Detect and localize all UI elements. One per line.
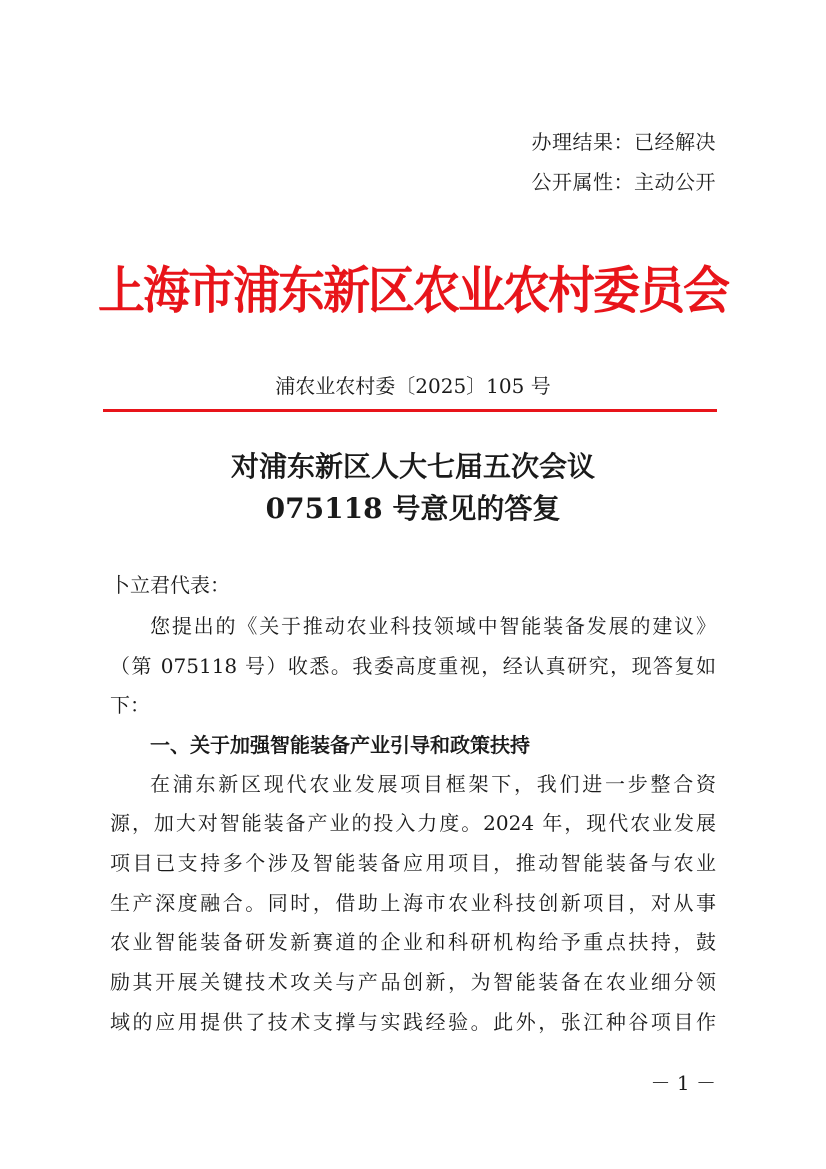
salutation: 卜立君代表： <box>110 573 230 597</box>
reply-title-line-2: 075118 号意见的答复 <box>265 492 561 525</box>
handling-result: 办理结果：已经解决 <box>531 130 716 154</box>
section-1-line: 在浦东新区现代农业发展项目框架下，我们进一步整合资 <box>150 772 716 796</box>
section-1-line: 源，加大对智能装备产业的投入力度。2024 年，现代农业发展 <box>110 811 716 835</box>
reply-title-line-1: 对浦东新区人大七届五次会议 <box>230 450 595 483</box>
document-number: 浦农业农村委〔2025〕105 号 <box>275 374 551 398</box>
section-1-line: 励其开展关键技术攻关与产品创新，为智能装备在农业细分领 <box>110 970 716 994</box>
page-number: － 1 － <box>650 1071 716 1095</box>
intro-line-3: 下： <box>110 693 150 717</box>
section-1-line: 项目已支持多个涉及智能装备应用项目，推动智能装备与农业 <box>110 851 716 875</box>
section-1-line: 域的应用提供了技术支撑与实践经验。此外，张江种谷项目作 <box>110 1010 716 1034</box>
section-1-heading: 一、关于加强智能装备产业引导和政策扶持 <box>150 733 530 757</box>
organization-title: 上海市浦东新区农业农村委员会 <box>98 261 728 322</box>
section-1-line: 农业智能装备研发新赛道的企业和科研机构给予重点扶持，鼓 <box>110 930 716 954</box>
intro-line-1: 您提出的《关于推动农业科技领域中智能装备发展的建议》 <box>150 614 716 638</box>
section-1-line: 生产深度融合。同时，借助上海市农业科技创新项目，对从事 <box>110 891 716 915</box>
intro-line-2: （第 075118 号）收悉。我委高度重视，经认真研究，现答复如 <box>110 654 716 678</box>
disclosure-attribute: 公开属性：主动公开 <box>531 170 716 194</box>
red-divider <box>103 409 717 412</box>
